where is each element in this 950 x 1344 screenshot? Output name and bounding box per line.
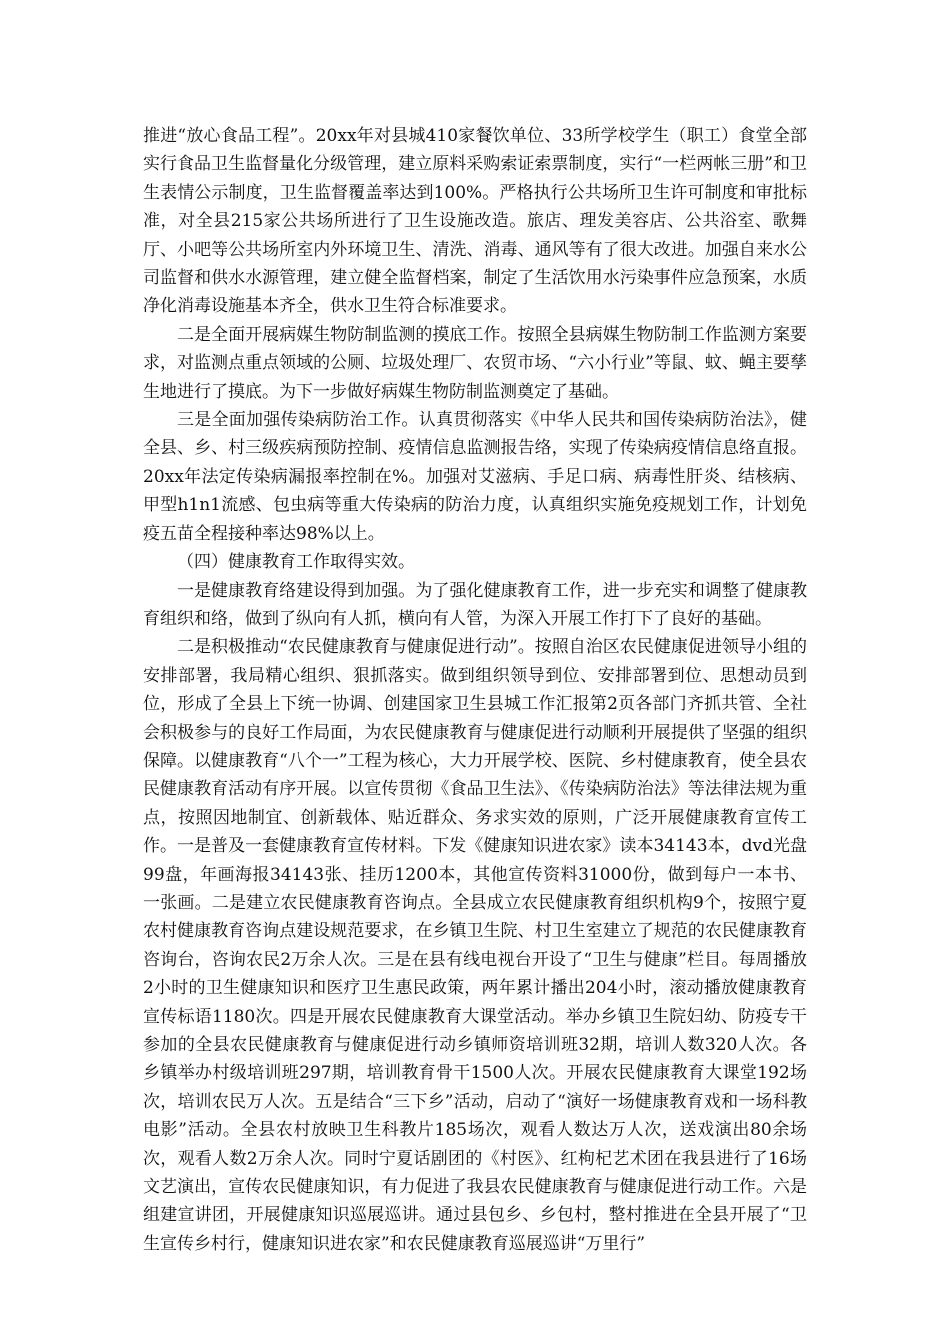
- paragraph-education-network: 一是健康教育络建设得到加强。为了强化健康教育工作，进一步充实和调整了健康教育组织和络，做到了纵向有人抓，横向有人管，为深入开展工作打下了良好的基础。: [143, 580, 807, 629]
- paragraph-vector-control: 二是全面开展病媒生物防制监测的摸底工作。按照全县病媒生物防制工作监测方案要求，对监测点重点领域的公厕、垃圾处理厂、农贸市场、“六小行业”等鼠、蚊、蝇主要孳生地进行了摸底。为下一步做好病媒生物防制监测奠定了基础。: [143, 324, 807, 402]
- document-page: [143, 122, 807, 1322]
- paragraph-infectious-disease: 三是全面加强传染病防治工作。认真贯彻落实《中华人民共和国传染病防治法》，健全县、乡、村三级疾病预防控制、疫情信息监测报告络，实现了传染病疫情信息络直报。20xx年法定传染病漏报率控制在%。加强对艾滋病、手足口病、病毒性肝炎、结核病、甲型h1n1流感、包虫病等重大传染病的防治力度，认真组织实施免疫规划工作，计划免疫五苗全程接种率达98%以上。: [143, 410, 807, 544]
- paragraph-farmer-health-action: 二是积极推动“农民健康教育与健康促进行动”。按照自治区农民健康促进领导小组的安排部署，我局精心组织、狠抓落实。做到组织领导到位、安排部署到位、思想动员到位，形成了全县上下统一协调、创建国家卫生县城工作汇报第2页各部门齐抓共管、全社会积极参与的良好工作局面，为农民健康教育与健康促进行动顺利开展提供了坚强的组织保障。以健康教育“八个一”工程为核心，大力开展学校、医院、乡村健康教育，使全县农民健康教育活动有序开展。以宣传贯彻《食品卫生法》、《传染病防治法》等法律法规为重点，按照因地制宜、创新载体、贴近群众、务求实效的原则，广泛开展健康教育宣传工作。一是普及一套健康教育宣传材料。下发《健康知识进农家》读本34143本，dvd光盘99盘，年画海报34143张、挂历1200本，其他宣传资料31000份，做到每户一本书、一张画。二是建立农民健康教育咨询点。全县成立农民健康教育组织机构9个，按照宁夏农村健康教育咨询点建设规范要求，在乡镇卫生院、村卫生室建立了规范的农民健康教育咨询台，咨询农民2万余人次。三是在县有线电视台开设了“卫生与健康”栏目。每周播放2小时的卫生健康知识和医疗卫生惠民政策，两年累计播出204小时，滚动播放健康教育宣传标语1180次。四是开展农民健康教育大课堂活动。举办乡镇卫生院妇幼、防疫专干参加的全县农民健康教育与健康促进行动乡镇师资培训班32期，培训人数320人次。各乡镇举办村级培训班297期，培训教育骨干1500人次。开展农民健康教育大课堂192场次，培训农民万人次。五是结合“三下乡”活动，启动了“演好一场健康教育戏和一场科教电影”活动。全县农村放映卫生科教片185场次，观看人数达万人次，送戏演出80余场次，观看人数2万余人次。同时宁夏话剧团的《村医》、红枸杞艺术团在我县进行了16场文艺演出，宣传农民健康知识，有力促进了我县农民健康教育与健康促进行动工作。六是组建宣讲团，开展健康知识巡展巡讲。通过县包乡、乡包村，整村推进在全县开展了“卫生宣传乡村行，健康知识进农家”和农民健康教育巡展巡讲“万里行”: [143, 637, 807, 1254]
- paragraph-food-safety: 推进“放心食品工程”。20xx年对县城410家餐饮单位、33所学校学生（职工）食堂全部实行食品卫生监督量化分级管理，建立原料采购索证索票制度，实行“一栏两帐三册”和卫生表情公示制度，卫生监督覆盖率达到100%。严格执行公共场所卫生许可制度和审批标准，对全县215家公共场所进行了卫生设施改造。旅店、理发美容店、公共浴室、歌舞厅、小吧等公共场所室内外环境卫生、清洗、消毒、通风等有了很大改进。加强自来水公司监督和供水水源管理，建立健全监督档案，制定了生活饮用水污染事件应急预案，水质净化消毒设施基本齐全，供水卫生符合标准要求。: [143, 126, 807, 317]
- section-heading-health-education: （四）健康教育工作取得实效。: [177, 552, 415, 573]
